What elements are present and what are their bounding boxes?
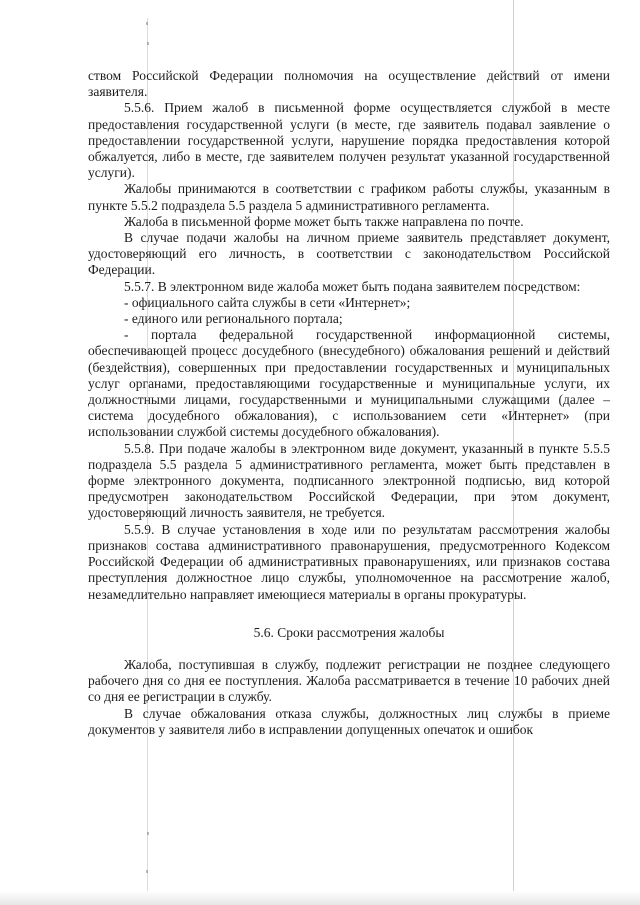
- paragraph-5-5-8: 5.5.8. При подаче жалобы в электронном виде документ, указанный в пункте 5.5.5 подраздела 5.5 раздела 5 административного регламента, может быть представлен в форме электронного документа, подписанного электронной подписью, вид которой предусмотрен законодательством Российской Федерации, при этом документ, удостоверяющий личность заявителя, не требуется.: [88, 440, 610, 521]
- scan-mark: [146, 870, 148, 873]
- scan-mark: [146, 22, 148, 25]
- paragraph-5-5-6: 5.5.6. Прием жалоб в письменной форме осуществляется службой в месте предоставления государственной услуги (в месте, где заявитель подавал заявление о предоставлении государственной услуги, нарушение порядка предоставления которой обжалуется, либо в месте, где заявителем получен результат указанной государственной услуги).: [88, 100, 610, 181]
- paragraph-registration: Жалоба, поступившая в службу, подлежит регистрации не позднее следующего рабочего дня со дня ее поступления. Жалоба рассматривается в течение 10 рабочих дней со дня ее регистрации в службу.: [88, 656, 610, 705]
- paragraph-5-5-9: 5.5.9. В случае установления в ходе или по результатам рассмотрения жалобы признаков состава административного правонарушения, предусмотренного Кодексом Российской Федерации об административных правонарушениях, или признаков состава преступления должностное лицо службы, уполномоченное на рассмотрение жалоб, незамедлительно направляет имеющиеся материалы в органы прокуратуры.: [88, 521, 610, 602]
- paragraph-mail: Жалоба в письменной форме может быть также направлена по почте.: [124, 213, 524, 229]
- paragraph-continuation: ством Российской Федерации полномочия на осуществление действий от имени заявителя.: [88, 68, 610, 100]
- scan-mark: [147, 832, 149, 835]
- list-item-federal-system: - портала федеральной государственной информационной системы, обеспечивающей процесс досудебного (внесудебного) обжалования решений и действий (бездействия), совершенных при предоставлении государственных и муниципальных услуг органами, предоставляющими государственные и муниципальные услуги, их должностными лицами, государственными и муниципальными служащими (далее – система досудебного обжалования), с использованием сети «Интернет» (при использовании службой системы досудебного обжалования).: [88, 327, 610, 440]
- document-body: [88, 68, 610, 738]
- list-item-portal: - единого или регионального портала;: [124, 311, 343, 327]
- page-bottom-edge: [0, 891, 640, 905]
- paragraph-schedule: Жалобы принимаются в соответствии с графиком работы службы, указанным в пункте 5.5.2 подраздела 5.5 раздела 5 административного регламента.: [88, 181, 610, 213]
- paragraph-5-5-7: 5.5.7. В электронном виде жалоба может быть подана заявителем посредством:: [124, 278, 581, 294]
- section-heading: 5.6. Сроки рассмотрения жалобы: [253, 624, 445, 640]
- list-item-official-site: - официального сайта службы в сети «Интернет»;: [124, 294, 411, 310]
- paragraph-refusal-appeal: В случае обжалования отказа службы, должностных лиц службы в приеме документов у заявителя либо в исправлении допущенных опечаток и ошибок: [88, 705, 610, 737]
- scan-mark: [147, 42, 149, 45]
- paragraph-personal-reception: В случае подачи жалобы на личном приеме заявитель представляет документ, удостоверяющий его личность, в соответствии с законодательством Российской Федерации.: [88, 230, 610, 278]
